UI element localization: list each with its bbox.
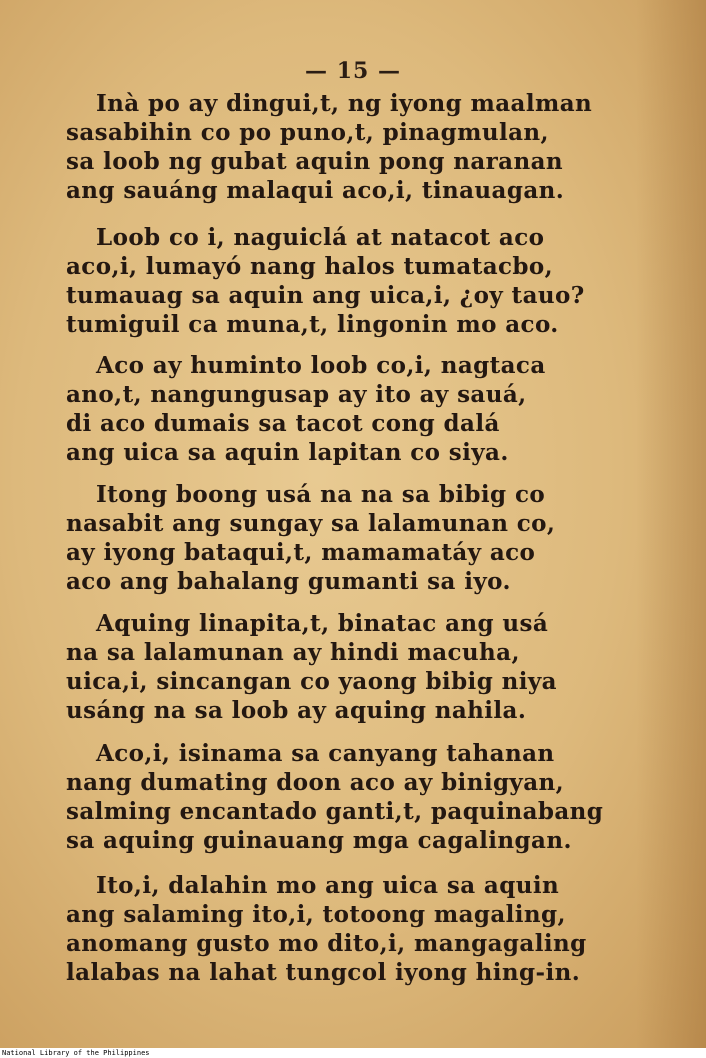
stanza-line: tumiguil ca muna,t, lingonin mo aco. (66, 311, 559, 338)
stanza-line: Aco ay huminto loob co,i, nagtaca (96, 352, 546, 379)
stanza-4 (66, 480, 626, 596)
stanza-line: sa aquing guinauang mga cagalingan. (66, 827, 572, 854)
stanza-line: na sa lalamunan ay hindi macuha, (66, 639, 520, 666)
stanza-line: Ito,i, dalahin mo ang uica sa aquin (96, 872, 560, 899)
stanza-1 (66, 89, 626, 205)
stanza-line: sa loob ng gubat aquin pong naranan (66, 148, 563, 175)
stanza-line: sasabihin co po puno,t, pinagmulan, (66, 119, 549, 146)
stanza-line: usáng na sa loob ay aquing nahila. (66, 697, 527, 724)
stanza-line: lalabas na lahat tungcol iyong hing-in. (66, 959, 581, 986)
stanza-line: Loob co i, naguiclá at natacot aco (96, 224, 545, 251)
stanza-line: Itong boong usá na na sa bibig co (96, 481, 546, 508)
stanza-line: ay iyong bataqui,t, mamamatáy aco (66, 539, 536, 566)
stanza-line: anomang gusto mo dito,i, mangagaling (66, 930, 587, 957)
stanza-line: nang dumating doon aco ay binigyan, (66, 769, 565, 796)
stanza-line: Aquing linapita,t, binatac ang usá (96, 610, 549, 637)
stanza-5 (66, 609, 626, 725)
stanza-line: ang salaming ito,i, totoong magaling, (66, 901, 566, 928)
stanza-3 (66, 351, 626, 467)
stanza-line: uica,i, sincangan co yaong bibig niya (66, 668, 557, 695)
stanza-line: ang sauáng malaqui aco,i, tinauagan. (66, 177, 565, 204)
stanza-2 (66, 223, 626, 339)
stanza-line: aco ang bahalang gumanti sa iyo. (66, 568, 511, 595)
stanza-line: ang uica sa aquin lapitan co siya. (66, 439, 509, 466)
stanza-line: Aco,i, isinama sa canyang tahanan (96, 740, 555, 767)
page-number: — 15 — (305, 58, 401, 84)
page-edge-shading (636, 0, 706, 1048)
library-credit: National Library of the Philippines (2, 1049, 150, 1057)
stanza-line: aco,i, lumayó nang halos tumatacbo, (66, 253, 554, 280)
stanza-line: salming encantado ganti,t, paquinabang (66, 798, 604, 825)
stanza-7 (66, 871, 626, 987)
stanza-line: ano,t, nangungusap ay ito ay sauá, (66, 381, 527, 408)
stanza-line: tumauag sa aquin ang uica,i, ¿oy tauo? (66, 282, 585, 309)
stanza-6 (66, 739, 626, 855)
stanza-line: di aco dumais sa tacot cong dalá (66, 410, 500, 437)
stanza-line: Inà po ay dingui,t, ng iyong maalman (96, 90, 593, 117)
stanza-line: nasabit ang sungay sa lalamunan co, (66, 510, 556, 537)
